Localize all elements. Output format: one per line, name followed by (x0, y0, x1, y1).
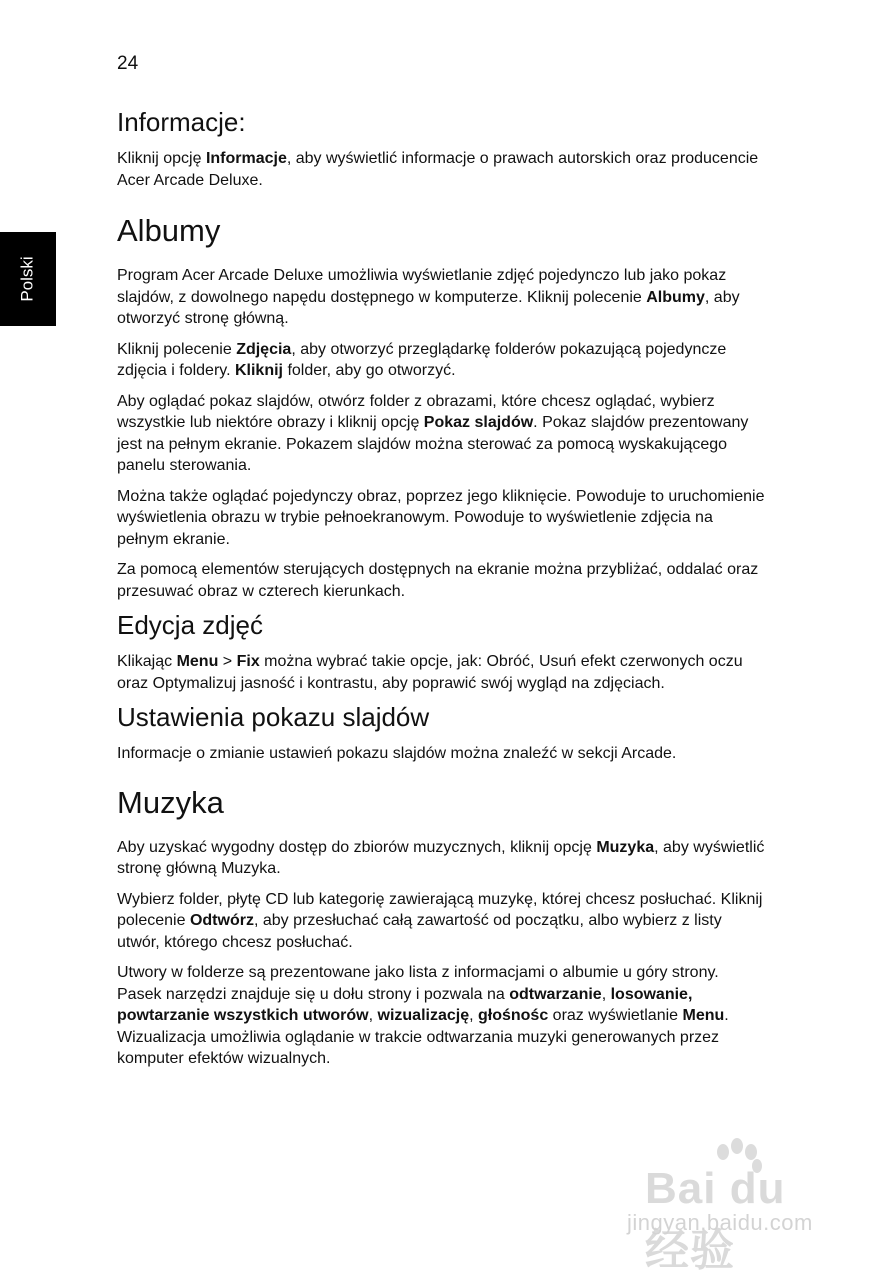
paragraph: Klikając Menu > Fix można wybrać takie opcje, jak: Obróć, Usuń efekt czerwonych oczu oraz Optymalizuj jasność i kontrastu, aby poprawić swój wygląd na zdjęciach. (117, 653, 743, 692)
watermark-brand: Bai du 经验 (645, 1164, 786, 1275)
paragraph: Kliknij opcję Informacje, aby wyświetlić informacje o prawach autorskich oraz producencie Acer Arcade Deluxe. (117, 150, 759, 189)
language-tab-label: Polski (17, 256, 37, 302)
heading-albumy: Albumy (117, 213, 221, 248)
language-tab (0, 232, 56, 326)
paragraph: Utwory w folderze są prezentowane jako lista z informacjami o albumie u góry strony. Pasek narzędzi znajduje się u dołu strony i pozwala na odtwarzanie, losowanie, powtarzanie wszystkich utworów, wizualizację, głośnośc oraz wyświetlanie Menu. Wizualizacja umożliwia oglądanie w trakcie odtwarzania muzyki generowanych przez komputer efektów wizualnych. (117, 964, 729, 1067)
paragraph: Informacje o zmianie ustawień pokazu slajdów można znaleźć w sekcji Arcade. (117, 745, 677, 762)
heading-informacje: Informacje: (117, 107, 246, 137)
baidu-watermark (627, 1138, 842, 1275)
paragraph: Aby uzyskać wygodny dostęp do zbiorów muzycznych, kliknij opcję Muzyka, aby wyświetlić stronę główną Muzyka. (117, 838, 765, 877)
heading-muzyka: Muzyka (117, 784, 224, 820)
paragraph: Można także oglądać pojedynczy obraz, poprzez jego kliknięcie. Powoduje to uruchomienie wyświetlenia obrazu w trybie pełnoekranowym. Powoduje to wyświetlenie zdjęcia na pełnym ekranie. (117, 487, 765, 548)
paragraph: Program Acer Arcade Deluxe umożliwia wyświetlanie zdjęć pojedynczo lub jako pokaz slajdów, z dowolnego napędu dostępnego w komputerze. Kliknij polecenie Albumy, aby otworzyć stronę główną. (117, 267, 740, 327)
page-content (117, 105, 767, 1070)
paragraph: Aby oglądać pokaz slajdów, otwórz folder z obrazami, które chcesz oglądać, wybierz wszystkie lub niektóre obrazy i kliknij opcję Pokaz slajdów. Pokaz slajdów prezentowany jest na pełnym ekranie. Pokazem slajdów można sterować za pomocą wyskakującego panelu sterowania. (117, 392, 749, 474)
page-number: 24 (117, 53, 139, 74)
heading-edycja-zdjec: Edycja zdjęć (117, 610, 263, 640)
paragraph: Wybierz folder, płytę CD lub kategorię zawierającą muzykę, której chcesz posłuchać. Kliknij polecenie Odtwórz, aby przesłuchać całą zawartość od początku, albo wybierz z listy utwór, którego chcesz posłuchać. (117, 890, 763, 951)
heading-ustawienia: Ustawienia pokazu slajdów (117, 702, 430, 732)
paragraph: Kliknij polecenie Zdjęcia, aby otworzyć przeglądarkę folderów pokazującą pojedyncze zdjęcia i foldery. Kliknij folder, aby go otworzyć. (117, 340, 727, 379)
watermark-url: jingyan.baidu.com (627, 1210, 813, 1235)
paragraph: Za pomocą elementów sterujących dostępnych na ekranie można przybliżać, oddalać oraz przesuwać obraz w czterech kierunkach. (117, 561, 759, 600)
